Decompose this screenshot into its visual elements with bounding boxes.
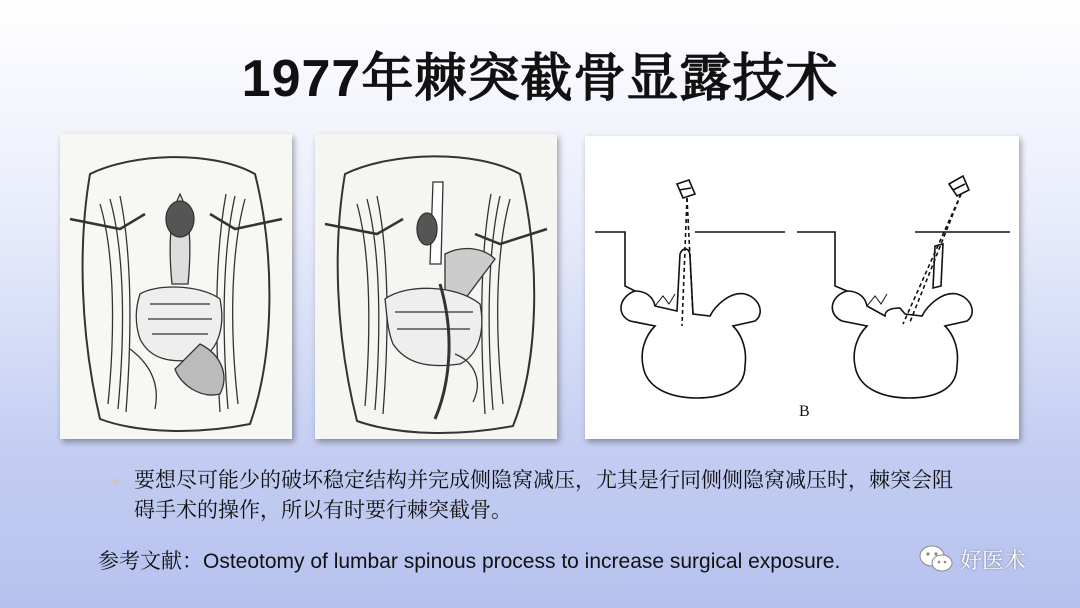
watermark-text: 好医术: [960, 547, 1027, 573]
watermark: [918, 542, 1026, 576]
vertebra-cross-section-diagram: [585, 136, 1019, 439]
surgical-illustration-2: [315, 134, 557, 439]
bullet-text: 要想尽可能少的破坏稳定结构并完成侧隐窝减压，尤其是行同侧侧隐窝减压时，棘突会阻碍手术的操作，所以有时要行棘突截骨。: [134, 469, 953, 522]
figure-label-b: B: [799, 403, 810, 420]
bullet-point: [112, 466, 972, 526]
wechat-icon: [918, 544, 954, 574]
reference-citation: 参考文献：Osteotomy of lumbar spinous process to increase surgical exposure.: [98, 550, 841, 573]
bullet-dot-icon: [112, 478, 119, 485]
surgical-illustration-1: [60, 134, 292, 439]
slide-title: 1977年棘突截骨显露技术: [241, 50, 839, 108]
